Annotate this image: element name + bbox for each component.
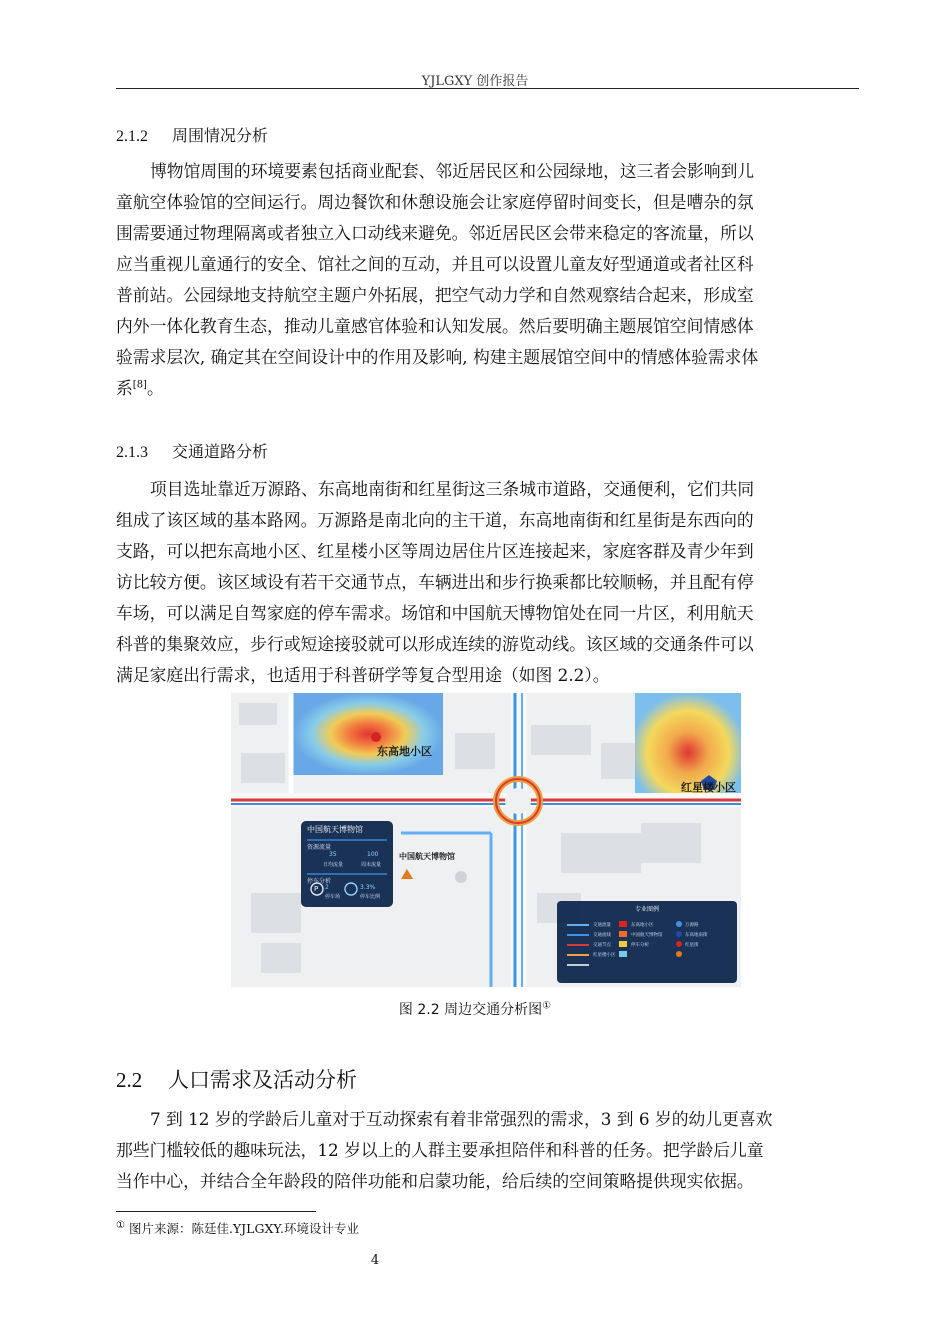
text-line: 应当重视儿童通行的安全、馆社之间的互动，并且可以设置儿童友好型通道或者社区科 — [116, 254, 754, 274]
legend-col-3 — [685, 921, 708, 951]
text-line: 童航空体验馆的空间运行。周边餐饮和休憩设施会让家庭停留时间变长，但是嘈杂的氛 — [116, 192, 754, 212]
heading-2-2 — [116, 1064, 357, 1094]
map-label-museum: 中国航天博物馆 — [399, 852, 455, 861]
text-line: 满足家庭出行需求，也适用于科普研学等复合型用途（如图 2.2）。 — [116, 665, 610, 685]
text-line: 7 到 12 岁的学龄后儿童对于互动探索有着非常强烈的需求，3 到 6 岁的幼儿更喜欢 — [150, 1109, 773, 1129]
legend-item: 停车分析 — [631, 943, 649, 948]
map-label-donggaodi: 东高地小区 — [377, 745, 432, 758]
text-fragment: 系 — [116, 378, 133, 398]
heading-2-1-3 — [116, 439, 268, 462]
legend-item: 东高地南街 — [685, 933, 708, 938]
panel-pct: 3.3% — [360, 884, 376, 891]
traffic-analysis-map — [231, 693, 741, 987]
text-line: 那些门槛较低的趣味玩法，12 岁以上的人群主要承担陪伴和科普的任务。把学龄后儿童 — [116, 1140, 764, 1160]
page-number: 4 — [370, 1253, 380, 1268]
legend-title: 专业图例 — [634, 906, 659, 913]
legend-item: 东高地小区 — [631, 923, 654, 928]
heading-title: 交通道路分析 — [172, 442, 269, 461]
heading-number: 2.2 — [116, 1068, 143, 1092]
text-line: 支路，可以把东高地小区、红星楼小区等周边居住片区连接起来，家庭客群及青少年到 — [116, 541, 754, 561]
legend-item: 红星楼小区 — [593, 953, 616, 958]
paragraph-traffic — [116, 474, 859, 691]
panel-stat2-num: 100 — [367, 851, 379, 858]
citation-ref: [8] — [132, 379, 147, 391]
caption-footnote-mark: ① — [542, 1000, 552, 1012]
legend-item: 万源路 — [685, 923, 699, 928]
text-line: 项目选址靠近万源路、东高地南街和红星街这三条城市道路，交通便利，它们共同 — [150, 479, 755, 499]
text-line: 博物馆周围的环境要素包括商业配套、邻近居民区和公园绿地，这三者会影响到儿 — [150, 161, 755, 181]
panel-p-label: 停车场 — [325, 894, 341, 900]
text-line: 组成了该区域的基本路网。万源路是南北向的主干道，东高地南街和红星街是东西向的 — [116, 510, 754, 530]
text-line: 验需求层次, 确定其在空间设计中的作用及影响, 构建主题展馆空间中的情感体验需求体 — [116, 347, 759, 367]
heading-title: 人口需求及活动分析 — [168, 1068, 357, 1092]
legend-col-2 — [631, 921, 663, 951]
legend-item: 交通节点 — [593, 943, 611, 948]
panel-stat2-label: 周末流量 — [361, 862, 382, 868]
text-line: 围需要通过物理隔离或者独立入口动线来避免。邻近居民区会带来稳定的客流量，所以 — [116, 223, 754, 243]
text-line: 当作中心，并结合全年龄段的陪伴功能和启蒙功能，给后续的空间策略提供现实依据。 — [116, 1171, 754, 1191]
panel-flow-title: 资源流量 — [307, 844, 332, 851]
footnote-mark: ① — [116, 1219, 125, 1231]
footnote-text: 图片来源：陈廷佳.YJLGXY.环境设计专业 — [124, 1221, 359, 1236]
text-line: 普前站。公园绿地支持航空主题户外拓展，把空气动力学和自然观察结合起来，形成室 — [116, 285, 754, 305]
footnote-rule — [116, 1211, 316, 1212]
text-line: 内外一体化教育生态，推动儿童感官体验和认知发展。然后要明确主题展馆空间情感体 — [116, 316, 754, 336]
heading-number: 2.1.3 — [116, 444, 148, 461]
header-rule — [116, 88, 859, 89]
caption-text: 图 2.2 周边交通分析图 — [398, 1002, 543, 1018]
text-line-last — [116, 373, 859, 404]
panel-title: 中国航天博物馆 — [307, 825, 363, 834]
footnote — [116, 1219, 359, 1237]
heading-title: 周围情况分析 — [172, 126, 269, 145]
text-line: 科普的集聚效应，步行或短途接驳就可以形成连续的游览动线。该区域的交通条件可以 — [116, 634, 754, 654]
text-fragment: 。 — [146, 378, 164, 398]
heading-2-1-2 — [116, 123, 268, 146]
map-label-hongxinglou: 红星楼小区 — [681, 781, 736, 794]
legend-item: 交通流量 — [593, 923, 611, 928]
panel-stat1-label: 日均流量 — [323, 862, 344, 868]
legend-item: 交通流线 — [593, 933, 611, 938]
panel-p-num: 2 — [325, 884, 329, 891]
paragraph-population — [116, 1104, 859, 1197]
panel-pct-label: 停车比例 — [360, 894, 381, 900]
page-header: YJLGXY 创作报告 — [421, 74, 529, 89]
legend-item: 红星街 — [685, 943, 699, 948]
parking-icon: P — [314, 885, 319, 893]
text-line: 访比较方便。该区域设有若干交通节点，车辆进出和步行换乘都比较顺畅，并且配有停 — [116, 572, 754, 592]
heading-number: 2.1.2 — [116, 128, 148, 145]
legend-item: 中国航天博物馆 — [631, 933, 663, 938]
map-svg — [231, 693, 741, 987]
legend-col-1 — [593, 921, 616, 961]
text-line: 车场，可以满足自驾家庭的停车需求。场馆和中国航天博物馆处在同一片区，利用航天 — [116, 603, 754, 623]
figure-caption — [0, 999, 950, 1019]
panel-parking-title: 停车分析 — [307, 878, 332, 885]
paragraph-surroundings — [116, 156, 859, 404]
panel-stat1-num: 35 — [329, 851, 337, 858]
